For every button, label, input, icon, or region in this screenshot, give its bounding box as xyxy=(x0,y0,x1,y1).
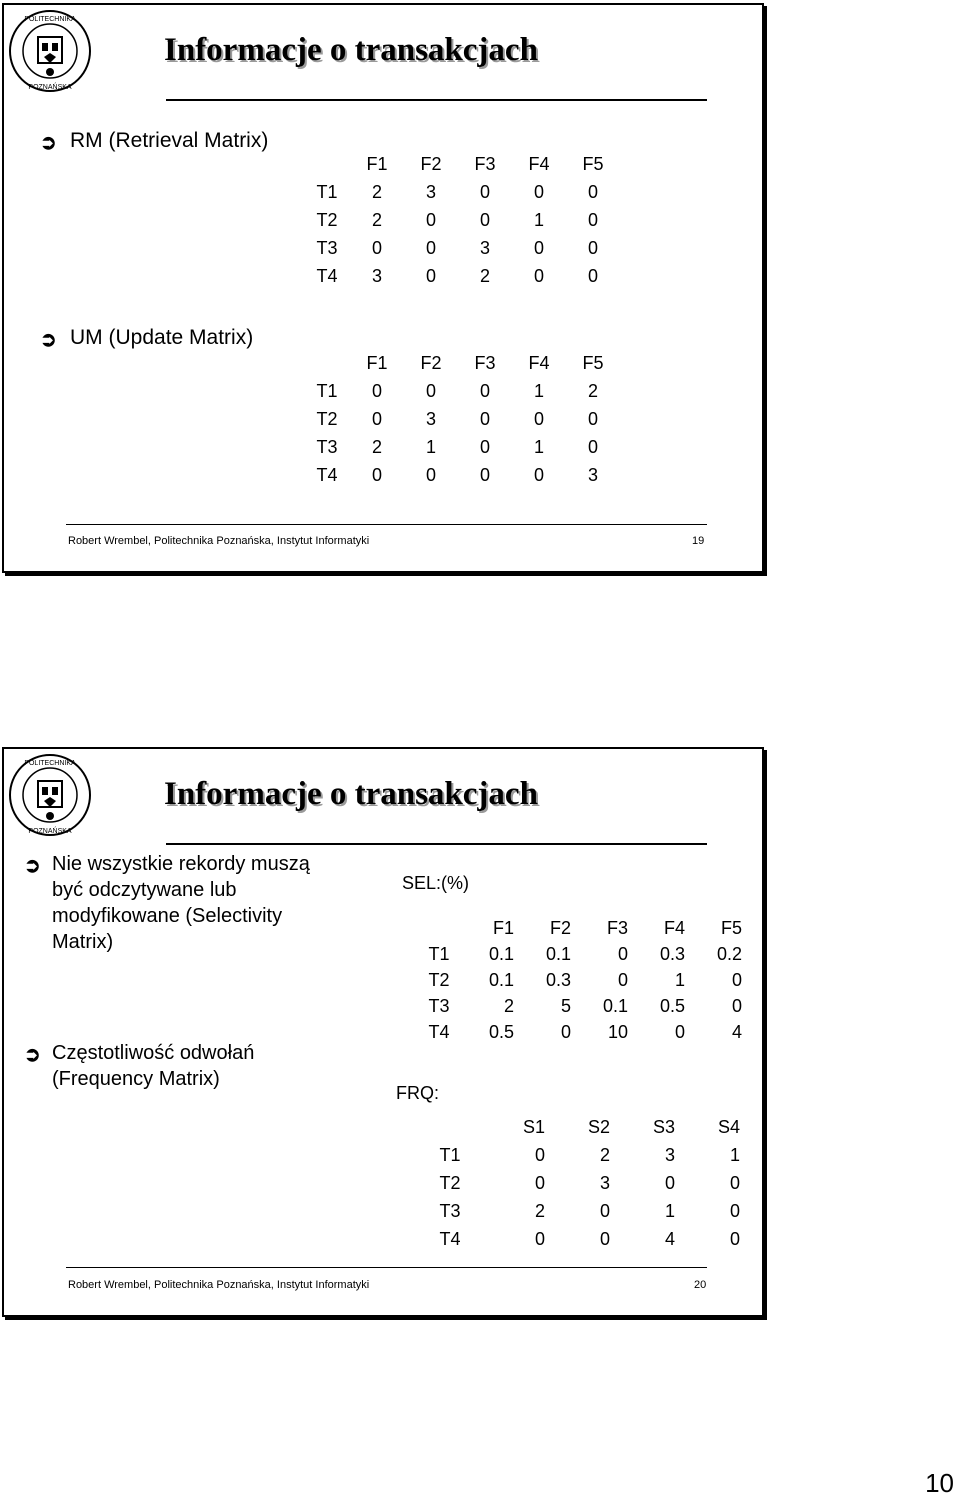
table-row xyxy=(419,1019,744,1045)
table-cell: 0 xyxy=(533,464,544,485)
table-row xyxy=(304,433,620,461)
table-cell: 3 xyxy=(425,181,436,202)
table-cell: 0 xyxy=(587,237,598,258)
table-cell: 0 xyxy=(587,408,598,429)
table-row xyxy=(419,993,744,1019)
column-header: F2 xyxy=(420,153,442,174)
table-cell: 0 xyxy=(533,237,544,258)
table-cell: 0.3 xyxy=(545,969,571,990)
table-cell: 3 xyxy=(599,1172,610,1193)
table-cell: 3 xyxy=(664,1144,675,1165)
row-header: T2 xyxy=(316,408,338,429)
column-header: F1 xyxy=(366,153,388,174)
row-header: T1 xyxy=(439,1144,461,1165)
table-cell: 0 xyxy=(533,265,544,286)
table-cell: 0 xyxy=(729,1172,740,1193)
header-row xyxy=(304,349,620,377)
row-header: T4 xyxy=(439,1228,461,1249)
table-cell: 1 xyxy=(664,1200,675,1221)
table-row xyxy=(304,234,620,262)
table-cell: 0 xyxy=(371,380,382,401)
table-cell: 2 xyxy=(479,265,490,286)
row-header: T4 xyxy=(316,464,338,485)
table-cell: 0 xyxy=(534,1172,545,1193)
svg-text:POZNAŃSKA: POZNAŃSKA xyxy=(28,828,72,835)
arrow-bullet-icon: ➲ xyxy=(24,1044,41,1066)
frequency-matrix-table xyxy=(420,1113,740,1253)
column-header: S4 xyxy=(717,1116,740,1137)
bullet-line: Nie wszystkie rekordy muszą xyxy=(52,853,310,875)
table-cell: 0 xyxy=(587,209,598,230)
update-matrix-table xyxy=(304,349,620,489)
table-cell: 0 xyxy=(479,181,490,202)
column-header: S2 xyxy=(587,1116,610,1137)
table-row xyxy=(420,1141,740,1169)
slide-title: Informacje o transakcjach xyxy=(164,776,538,812)
table-cell: 0 xyxy=(425,265,436,286)
column-header: F3 xyxy=(474,153,496,174)
row-header: T1 xyxy=(316,380,338,401)
header-row xyxy=(304,150,620,178)
footer-text: Robert Wrembel, Politechnika Poznańska, Instytut Informatyki xyxy=(68,535,370,547)
row-header: T4 xyxy=(316,265,338,286)
row-header: T3 xyxy=(439,1200,461,1221)
column-header: F4 xyxy=(663,917,685,938)
table-cell: 0 xyxy=(534,1228,545,1249)
rm-bullet: RM (Retrieval Matrix) xyxy=(70,129,269,152)
sel-label: SEL:(%) xyxy=(402,873,470,893)
column-header: F1 xyxy=(492,917,514,938)
university-logo xyxy=(8,753,92,837)
bullet-line: być odczytywane lub xyxy=(52,879,237,901)
table-cell: 0 xyxy=(425,380,436,401)
document-page-number: 10 xyxy=(925,1468,954,1498)
arrow-bullet-icon: ➲ xyxy=(40,329,57,351)
title-underline xyxy=(166,843,707,845)
row-header: T3 xyxy=(428,995,450,1016)
table-cell: 0 xyxy=(534,1144,545,1165)
row-header: T4 xyxy=(428,1021,450,1042)
table-cell: 0 xyxy=(479,464,490,485)
table-cell: 0 xyxy=(664,1172,675,1193)
table-cell: 4 xyxy=(664,1228,675,1249)
table-cell: 0 xyxy=(617,943,628,964)
slide-title: Informacje o transakcjach xyxy=(164,32,538,68)
table-cell: 4 xyxy=(731,1021,742,1042)
table-row xyxy=(304,262,620,290)
table-cell: 1 xyxy=(533,380,544,401)
table-cell: 2 xyxy=(587,380,598,401)
table-cell: 0 xyxy=(587,265,598,286)
column-header: F2 xyxy=(549,917,571,938)
column-header xyxy=(420,1113,480,1141)
selectivity-bullet xyxy=(52,851,310,955)
table-cell: 1 xyxy=(425,436,436,457)
column-header: F4 xyxy=(528,352,550,373)
table-cell: 2 xyxy=(503,995,514,1016)
svg-text:POZNAŃSKA: POZNAŃSKA xyxy=(28,84,72,91)
table-cell: 0 xyxy=(729,1200,740,1221)
table-row xyxy=(304,461,620,489)
table-cell: 2 xyxy=(371,181,382,202)
table-cell: 0 xyxy=(599,1200,610,1221)
row-header: T1 xyxy=(428,943,450,964)
table-row xyxy=(419,967,744,993)
table-cell: 1 xyxy=(533,209,544,230)
table-cell: 2 xyxy=(371,209,382,230)
svg-text:POLITECHNIKA: POLITECHNIKA xyxy=(24,16,76,23)
table-cell: 0 xyxy=(731,995,742,1016)
table-cell: 0.3 xyxy=(659,943,685,964)
table-cell: 0 xyxy=(371,237,382,258)
table-cell: 3 xyxy=(587,464,598,485)
column-header: F3 xyxy=(606,917,628,938)
row-header: T2 xyxy=(428,969,450,990)
table-cell: 0 xyxy=(371,464,382,485)
um-bullet: UM (Update Matrix) xyxy=(70,326,254,349)
table-cell: 0.5 xyxy=(488,1021,514,1042)
university-logo xyxy=(8,9,92,93)
table-cell: 10 xyxy=(607,1021,628,1042)
table-row xyxy=(419,941,744,967)
table-cell: 0.5 xyxy=(659,995,685,1016)
slide-number: 19 xyxy=(692,535,705,547)
table-cell: 0.1 xyxy=(602,995,628,1016)
table-cell: 0 xyxy=(425,237,436,258)
table-cell: 0.2 xyxy=(716,943,742,964)
title-underline xyxy=(166,99,707,101)
column-header: F5 xyxy=(582,153,604,174)
column-header: S3 xyxy=(652,1116,675,1137)
table-row xyxy=(304,377,620,405)
table-cell: 0 xyxy=(674,1021,685,1042)
table-cell: 0 xyxy=(425,209,436,230)
table-cell: 0 xyxy=(587,181,598,202)
column-header: F5 xyxy=(720,917,742,938)
table-cell: 0 xyxy=(425,464,436,485)
frq-label: FRQ: xyxy=(396,1083,439,1103)
table-row xyxy=(420,1169,740,1197)
arrow-bullet-icon: ➲ xyxy=(24,855,41,877)
column-header: S1 xyxy=(522,1116,545,1137)
table-cell: 3 xyxy=(371,265,382,286)
column-header xyxy=(419,915,459,941)
column-header xyxy=(304,349,350,377)
row-header: T2 xyxy=(316,209,338,230)
arrow-bullet-icon: ➲ xyxy=(40,132,57,154)
table-cell: 0 xyxy=(729,1228,740,1249)
table-cell: 0 xyxy=(479,436,490,457)
slide-19 xyxy=(2,3,764,573)
bullet-line: Matrix) xyxy=(52,931,114,953)
table-cell: 0 xyxy=(599,1228,610,1249)
column-header: F3 xyxy=(474,352,496,373)
table-cell: 0.1 xyxy=(545,943,571,964)
table-cell: 0 xyxy=(617,969,628,990)
svg-text:POLITECHNIKA: POLITECHNIKA xyxy=(24,760,76,767)
table-row xyxy=(420,1197,740,1225)
table-cell: 1 xyxy=(674,969,685,990)
header-row xyxy=(419,915,744,941)
table-cell: 0 xyxy=(731,969,742,990)
table-cell: 0 xyxy=(371,408,382,429)
column-header: F4 xyxy=(528,153,550,174)
table-cell: 2 xyxy=(599,1144,610,1165)
row-header: T3 xyxy=(316,237,338,258)
column-header xyxy=(304,150,350,178)
slide-20 xyxy=(2,747,764,1317)
retrieval-matrix-table xyxy=(304,150,620,290)
table-row xyxy=(304,405,620,433)
row-header: T2 xyxy=(439,1172,461,1193)
footer-rule xyxy=(66,524,707,525)
table-cell: 0 xyxy=(479,408,490,429)
column-header: F2 xyxy=(420,352,442,373)
column-header: F5 xyxy=(582,352,604,373)
table-cell: 3 xyxy=(479,237,490,258)
footer-rule xyxy=(66,1267,707,1268)
table-cell: 5 xyxy=(560,995,571,1016)
bullet-line: Częstotliwość odwołań xyxy=(52,1042,255,1064)
table-row xyxy=(304,178,620,206)
table-cell: 0 xyxy=(533,408,544,429)
slide-number: 20 xyxy=(694,1279,707,1291)
table-cell: 0.1 xyxy=(488,943,514,964)
frequency-bullet xyxy=(52,1040,254,1092)
table-cell: 1 xyxy=(729,1144,740,1165)
table-cell: 2 xyxy=(371,436,382,457)
column-header: F1 xyxy=(366,352,388,373)
table-cell: 3 xyxy=(425,408,436,429)
selectivity-matrix-table xyxy=(419,915,744,1045)
table-cell: 0.1 xyxy=(488,969,514,990)
bullet-line: modyfikowane (Selectivity xyxy=(52,905,283,927)
table-cell: 0 xyxy=(560,1021,571,1042)
row-header: T3 xyxy=(316,436,338,457)
table-cell: 0 xyxy=(479,209,490,230)
table-cell: 1 xyxy=(533,436,544,457)
row-header: T1 xyxy=(316,181,338,202)
table-row xyxy=(304,206,620,234)
table-cell: 0 xyxy=(587,436,598,457)
table-cell: 0 xyxy=(479,380,490,401)
footer-text: Robert Wrembel, Politechnika Poznańska, Instytut Informatyki xyxy=(68,1279,370,1291)
bullet-line: (Frequency Matrix) xyxy=(52,1068,220,1090)
table-cell: 2 xyxy=(534,1200,545,1221)
table-row xyxy=(420,1225,740,1253)
table-cell: 0 xyxy=(533,181,544,202)
header-row xyxy=(420,1113,740,1141)
